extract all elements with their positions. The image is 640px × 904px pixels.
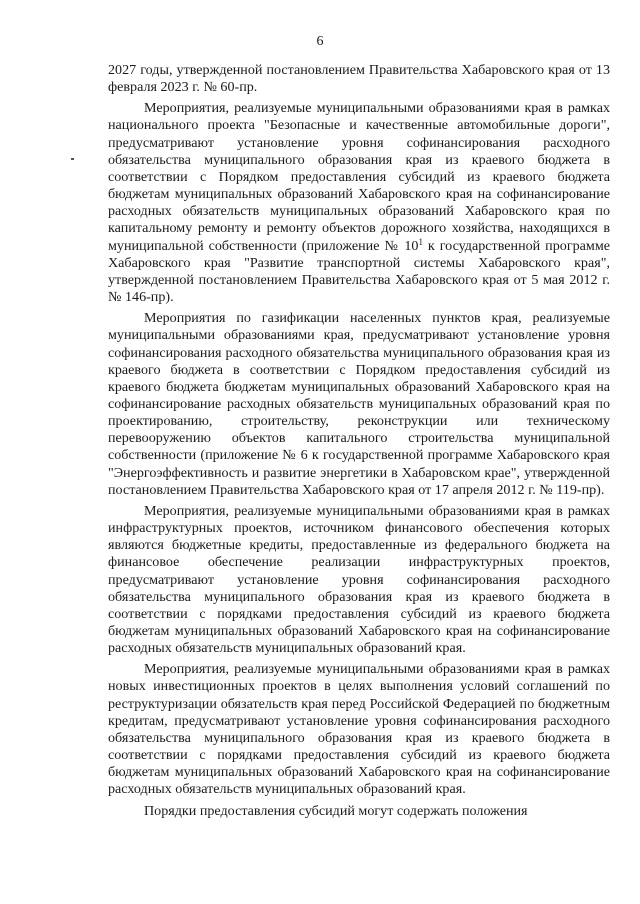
page-number: 6 <box>316 34 324 49</box>
paragraph-roads <box>108 100 610 306</box>
paragraph-procedures: Порядки предоставления субсидий могут содержать положения <box>144 802 528 819</box>
superscript-index: 1 <box>418 236 423 247</box>
paragraph-gasification: Мероприятия по газификации населенных пунктов края, реализуемые муниципальными образованиями края, предусматривают установление уровня софинансирования расходного обязательства муниципального образования края из краевого бюджета в соответствии с Порядком предоставления субсидий из краевого бюджета бюджетам муниципальных образований Хабаровского края на софинансирование расходных обязательств муниципальных образований края по проектированию, строительству, реконструкции или техническому перевооружению объектов капитального строительства муниципальной собственности (приложение № 6 к государственной программе Хабаровского края "Энергоэффективность и развитие энергетики в Хабаровском крае", утвержденной постановлением Правительства Хабаровского края от 17 апреля 2012 г. № 119-пр). <box>108 310 610 498</box>
document-body <box>108 62 610 820</box>
paragraph-investment: Мероприятия, реализуемые муниципальными образованиями края в рамках новых инвестиционных проектов в целях выполнения условий соглашений по реструктуризации обязательств края перед Российской Федерацией по бюджетным кредитам, предусматривают установление уровня софинансирования расходного обязательства муниципального образования края из краевого бюджета в соответствии с порядками предоставления субсидий из краевого бюджета бюджетам муниципальных образований Хабаровского края на софинансирование расходных обязательств муниципальных образований края. <box>108 661 610 798</box>
paragraph-continuation: 2027 годы, утвержденной постановлением Правительства Хабаровского края от 13 февраля 2023 г. № 60-пр. <box>108 62 610 96</box>
paragraph-infrastructure: Мероприятия, реализуемые муниципальными образованиями края в рамках инфраструктурных проектов, источником финансового обеспечения которых являются бюджетные кредиты, предоставленные из федерального бюджета на финансовое обеспечение реализации инфраструктурных проектов, предусматривают установление уровня софинансирования расходного обязательства муниципального образования края из краевого бюджета в соответствии с порядками предоставления субсидий из краевого бюджета бюджетам муниципальных образований Хабаровского края на софинансирование расходных обязательств муниципальных образований края. <box>108 502 610 657</box>
paragraph-roads-text-2: к государственной программе Хабаровского края "Развитие транспортной системы Хабаровского края", утвержденной постановлением Правительства Хабаровского края от 5 мая 2012 г. № 146-пр). <box>108 237 610 306</box>
paragraph-roads-text-1: Мероприятия, реализуемые муниципальными образованиями края в рамках национального проекта "Безопасные и качественные автомобильные дороги", предусматривают установление уровня софинансирования расходного обязательства муниципального образования края из краевого бюджета в соответствии с Порядком предоставления субсидий из краевого бюджета бюджетам муниципальных образований Хабаровского края на софинансирование расходных обязательств муниципальных образований Хабаровского края по капитальному ремонту и ремонту объектов дорожного хозяйства, находящихся в муниципальной собственности (приложение № 10 <box>108 100 610 254</box>
margin-mark <box>71 158 74 160</box>
